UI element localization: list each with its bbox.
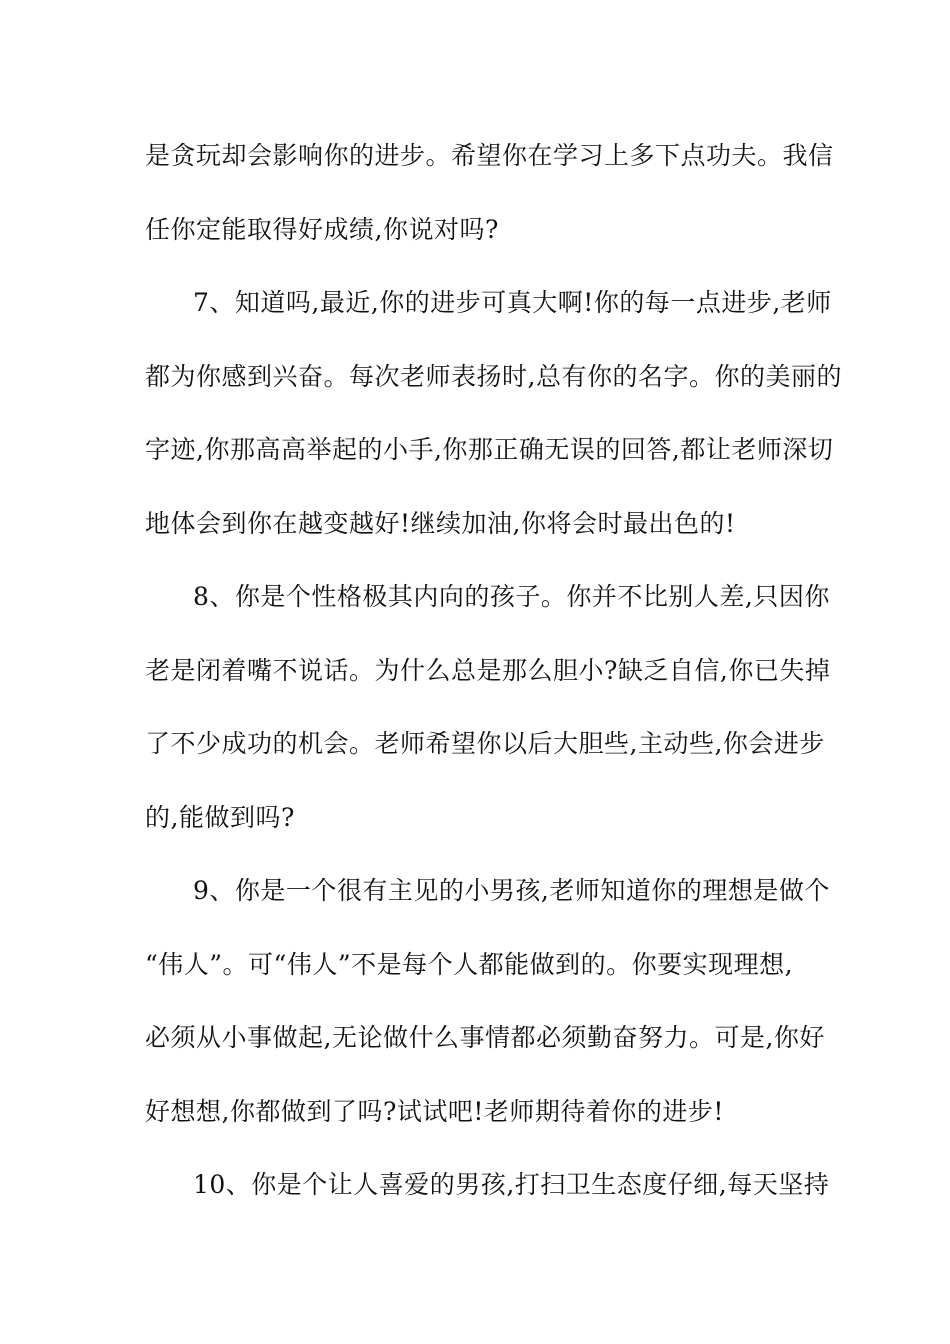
paragraph-7-start: 7、知道吗,最近,你的进步可真大啊!你的每一点进步,老师 bbox=[193, 288, 832, 317]
text-line-2: 任你定能取得好成绩,你说对吗? bbox=[145, 214, 499, 244]
document-body bbox=[145, 130, 842, 1233]
text-line-1: 是贪玩却会影响你的进步。希望你在学习上多下点功夫。我信 bbox=[145, 141, 834, 170]
paragraph-8-start: 8、你是个性格极其内向的孩子。你并不比别人差,只因你 bbox=[193, 582, 830, 611]
text-line-12: “伟人”。可“伟人”不是每个人都能做到的。你要实现理想, bbox=[145, 949, 794, 979]
text-line-4: 都为你感到兴奋。每次老师表扬时,总有你的名字。你的美丽的 bbox=[145, 361, 842, 391]
text-line-5: 字迹,你那高高举起的小手,你那正确无误的回答,都让老师深切 bbox=[145, 435, 834, 464]
paragraph-10-start: 10、你是个让人喜爱的男孩,打扫卫生态度仔细,每天坚持 bbox=[193, 1170, 830, 1199]
text-line-13: 必须从小事做起,无论做什么事情都必须勤奋努力。可是,你好 bbox=[145, 1023, 825, 1052]
text-line-8: 老是闭着嘴不说话。为什么总是那么胆小?缺乏自信,你已失掉 bbox=[145, 655, 831, 685]
text-line-14: 好想想,你都做到了吗?试试吧!老师期待着你的进步! bbox=[145, 1096, 724, 1126]
text-line-9: 了不少成功的机会。老师希望你以后大胆些,主动些,你会进步 bbox=[145, 729, 825, 758]
text-line-10: 的,能做到吗? bbox=[145, 802, 295, 832]
paragraph-9-start: 9、你是一个很有主见的小男孩,老师知道你的理想是做个 bbox=[193, 876, 830, 905]
text-line-6: 地体会到你在越变越好!继续加油,你将会时最出色的! bbox=[145, 508, 736, 538]
